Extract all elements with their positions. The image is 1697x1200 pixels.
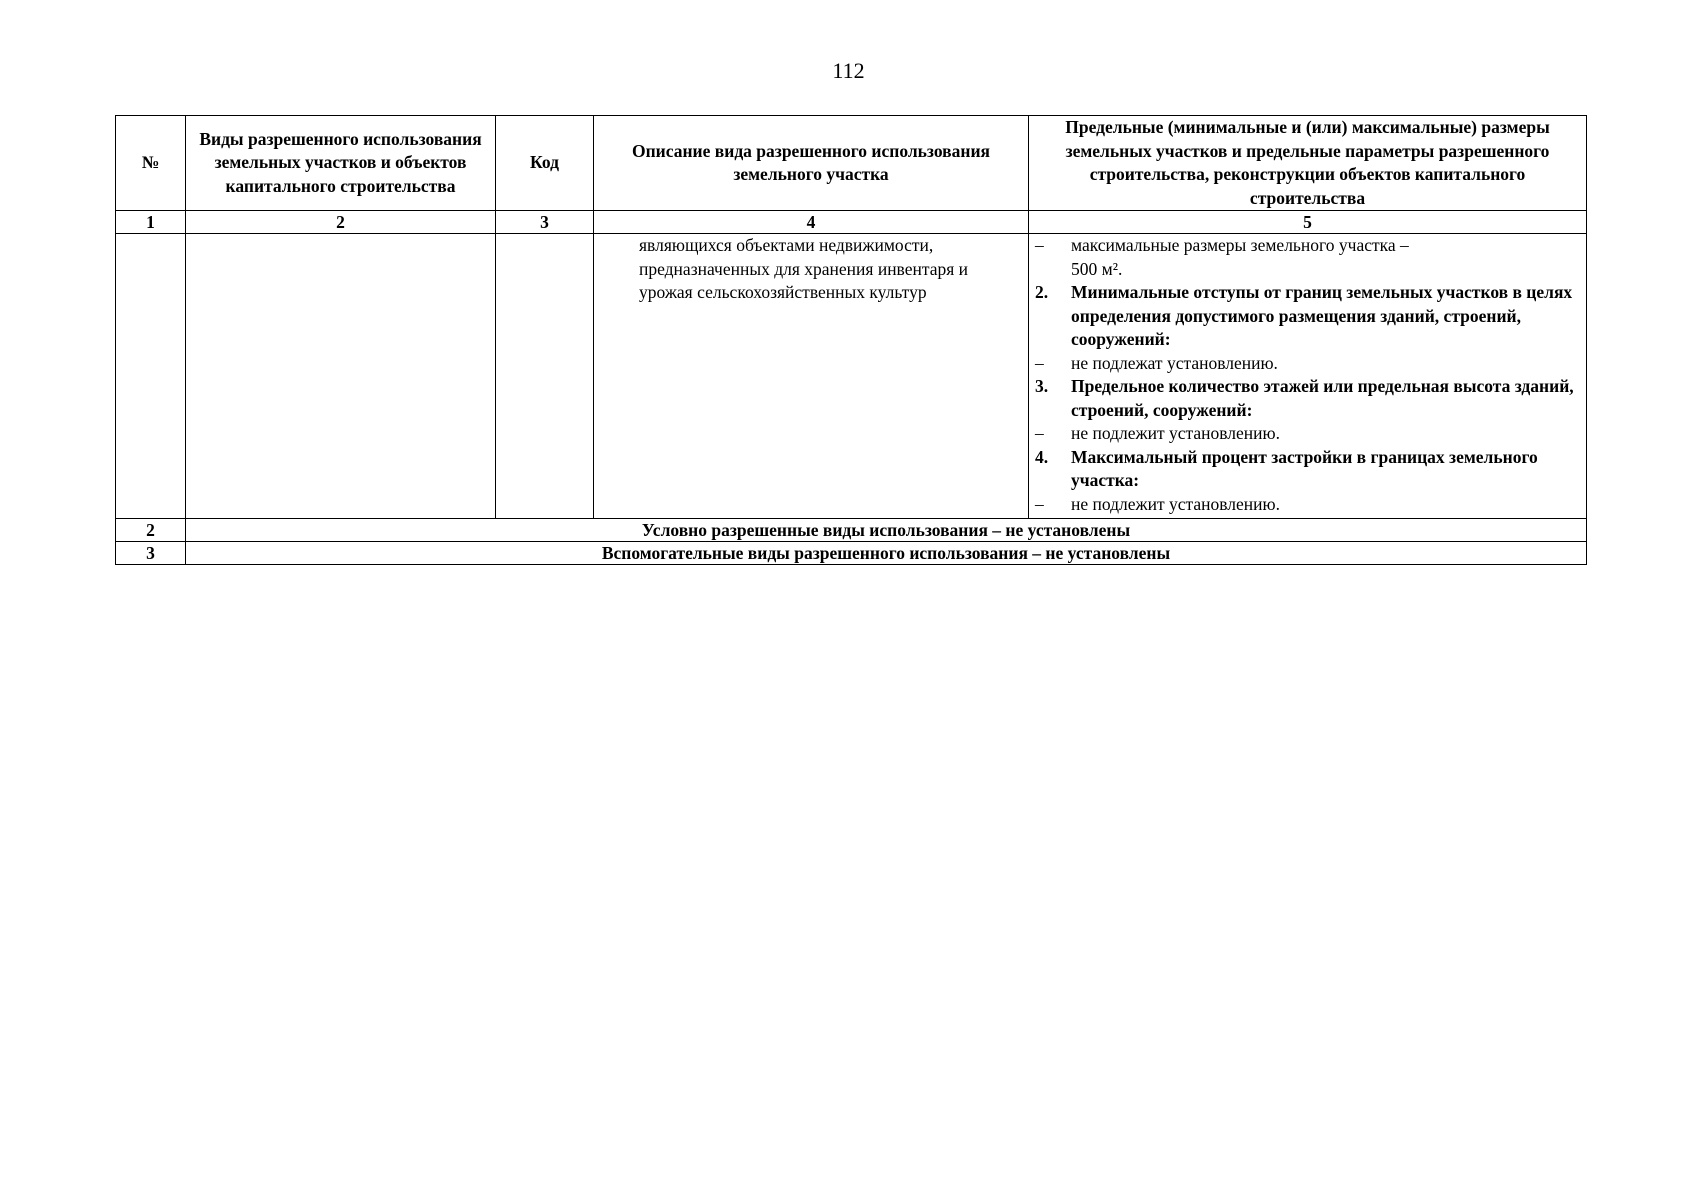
column-number: 3 <box>496 211 594 234</box>
parameter-text: Предельное количество этажей или предельная высота зданий, строений, сооружений: <box>1071 376 1574 420</box>
parameter-line <box>1035 446 1580 493</box>
parameter-marker: 4. <box>1035 446 1049 467</box>
row-number-cell <box>116 234 186 519</box>
parameter-line <box>1035 422 1580 446</box>
column-number-row <box>116 211 1587 234</box>
header-use-type: Виды разрешенного использования земельных участков и объектов капитального строительства <box>186 116 496 211</box>
conditional-use-row <box>116 519 1587 542</box>
auxiliary-use-text: Вспомогательные виды разрешенного использования – не установлены <box>186 542 1587 565</box>
parameter-marker: – <box>1035 352 1044 373</box>
description-cell: являющихся объектами недвижимости, предназначенных для хранения инвентаря и урожая сельскохозяйственных культур <box>594 234 1029 519</box>
column-number: 1 <box>116 211 186 234</box>
header-number: № <box>116 116 186 211</box>
parameter-text: максимальные размеры земельного участка – <box>1071 235 1409 255</box>
parameter-line <box>1035 281 1580 352</box>
column-number: 4 <box>594 211 1029 234</box>
parameter-text: не подлежит установлению. <box>1071 493 1280 514</box>
parameter-line <box>1035 493 1580 517</box>
parameter-marker: 2. <box>1035 282 1049 302</box>
land-use-table <box>115 115 1587 565</box>
auxiliary-use-row <box>116 542 1587 565</box>
row-number-cell: 3 <box>116 542 186 565</box>
parameter-text: Максимальный процент застройки в границах земельного участка: <box>1071 446 1538 490</box>
header-description: Описание вида разрешенного использования земельного участка <box>594 116 1029 211</box>
header-parameters: Предельные (минимальные и (или) максимальные) размеры земельных участков и предельные параметры разрешенного строительства, реконструкции объектов капитального строительства <box>1029 116 1587 211</box>
parameter-line <box>1035 234 1580 258</box>
page-number: 112 <box>832 58 865 83</box>
conditional-use-text: Условно разрешенные виды использования – не установлены <box>186 519 1587 542</box>
row-number-cell: 2 <box>116 519 186 542</box>
column-number: 2 <box>186 211 496 234</box>
parameter-line <box>1035 258 1580 282</box>
parameter-text: Минимальные отступы от границ земельных участков в целях определения допустимого размещения зданий, строений, сооружений: <box>1071 282 1573 349</box>
parameter-text: 500 м². <box>1071 258 1123 279</box>
parameter-text: не подлежат установлению. <box>1071 352 1278 373</box>
parameters-list <box>1035 234 1580 516</box>
parameter-text: не подлежит установлению. <box>1071 423 1280 443</box>
parameters-cell <box>1029 234 1587 519</box>
table-row <box>116 234 1587 519</box>
parameter-marker: 3. <box>1035 376 1049 396</box>
parameter-marker: – <box>1035 493 1044 514</box>
column-number: 5 <box>1029 211 1587 234</box>
use-type-cell <box>186 234 496 519</box>
parameter-line <box>1035 375 1580 422</box>
parameter-marker: – <box>1035 423 1044 443</box>
parameter-marker: – <box>1035 235 1044 255</box>
table-header-row <box>116 116 1587 211</box>
header-code: Код <box>496 116 594 211</box>
code-cell <box>496 234 594 519</box>
parameter-line <box>1035 352 1580 376</box>
